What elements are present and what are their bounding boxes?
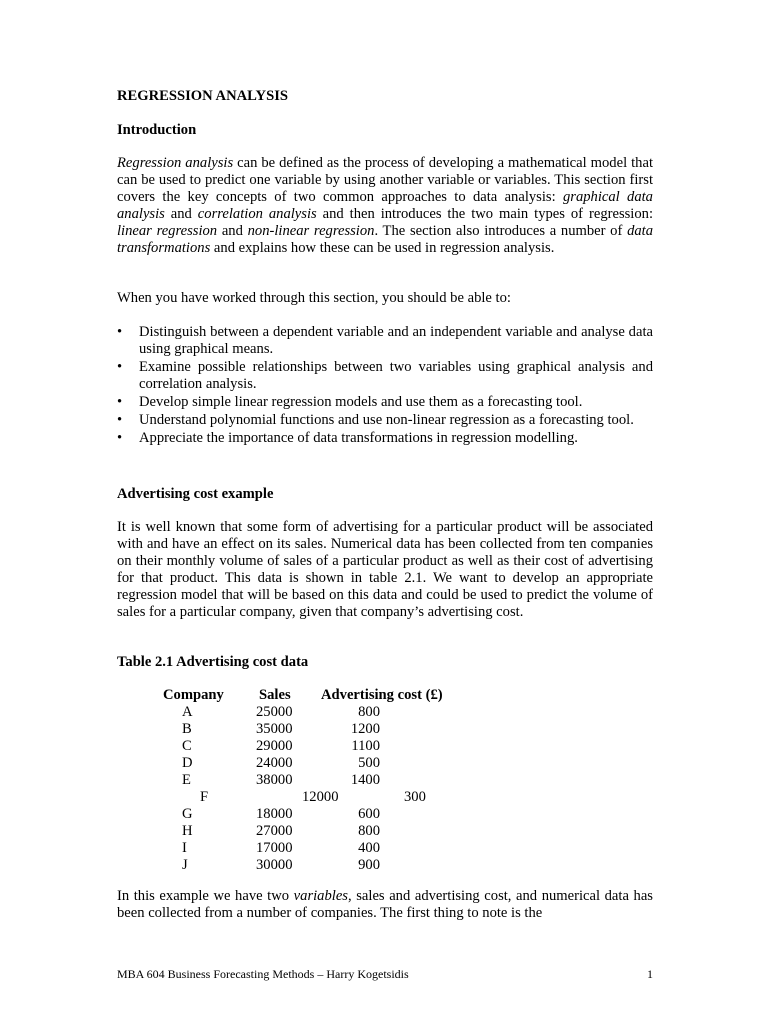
objective-item [117, 430, 653, 447]
objective-text: Examine possible relationships between two variables using graphical analysis and correlation analysis. [139, 359, 653, 392]
objectives-intro: When you have worked through this section, you should be able to: [117, 290, 511, 306]
table-cell-advertising-cost: 800 [358, 823, 380, 839]
table-cell-advertising-cost: 300 [404, 789, 426, 805]
intro-heading: Introduction [117, 122, 197, 138]
intro-text-segment: non-linear regression [247, 223, 375, 239]
objective-text: Develop simple linear regression models and use them as a forecasting tool. [139, 394, 583, 410]
table-cell-sales: 38000 [256, 772, 293, 788]
intro-text-segment: can be defined as the process of developing a mathematical model that can be used to predict one variable by using another variable or variables. This section first covers the key concepts of two common approaches to data analysis: [117, 155, 654, 205]
intro-paragraph [117, 155, 653, 257]
page-footer [117, 966, 653, 983]
intro-text-segment: and then introduces the two main types of regression: [316, 206, 654, 222]
table-cell-advertising-cost: 400 [358, 840, 380, 856]
objective-item [117, 412, 653, 429]
example-heading: Advertising cost example [117, 486, 274, 502]
page-number: 1 [647, 967, 653, 981]
footer-course-title: MBA 604 Business Forecasting Methods – Harry Kogetsidis [117, 967, 409, 981]
objective-text: Distinguish between a dependent variable and an independent variable and analyse data using graphical means. [139, 324, 653, 357]
table-cell-sales: 17000 [256, 840, 293, 856]
closing-text-segment: variables [293, 888, 348, 904]
closing-text-segment: In this example we have two [117, 888, 294, 904]
table-cell-sales: 30000 [256, 857, 293, 873]
table-cell-sales: 25000 [256, 704, 293, 720]
table-cell-company: F [200, 789, 209, 805]
table-cell-company: A [182, 704, 193, 720]
table-cell-company: H [182, 823, 193, 839]
example-paragraph: It is well known that some form of advertising for a particular product will be associated with and have an effect on its sales. Numerical data has been collected from ten companies on their monthly volume of sales of a particular product as well as their cost of advertising for that product. This data is shown in table 2.1. We want to develop an appropriate regression model that will be based on this data and could be used to predict the volume of sales for a particular company, given that company’s advertising cost. [117, 519, 653, 620]
table-cell-advertising-cost: 800 [358, 704, 380, 720]
table-cell-company: B [182, 721, 192, 737]
table-cell-advertising-cost: 600 [358, 806, 380, 822]
table-cell-sales: 29000 [256, 738, 293, 754]
table-cell-advertising-cost: 1200 [350, 721, 380, 737]
intro-text-segment: . The section also introduces a number of [374, 223, 628, 239]
table-cell-sales: 27000 [256, 823, 293, 839]
intro-text-segment: graphical data analysis [117, 189, 653, 222]
objective-item [117, 359, 653, 393]
table-header-company: Company [163, 687, 224, 703]
intro-text-segment: and [164, 206, 198, 222]
table-cell-advertising-cost: 1400 [350, 772, 380, 788]
table-header-advertising-cost: Advertising cost (£) [321, 687, 443, 703]
table-caption: Table 2.1 Advertising cost data [117, 654, 309, 670]
intro-text-segment: Regression analysis [117, 155, 234, 171]
table-cell-sales: 35000 [256, 721, 293, 737]
closing-text-segment: , sales and advertising cost, and numerical data has been collected from a number of companies. The first thing to note is the [117, 888, 653, 921]
bullet-icon: • [117, 412, 123, 428]
table-cell-company: D [182, 755, 193, 771]
bullet-icon: • [117, 324, 123, 340]
intro-text-segment: correlation analysis [197, 206, 317, 222]
table-cell-sales: 24000 [256, 755, 293, 771]
document-title: REGRESSION ANALYSIS [117, 88, 289, 104]
intro-text-segment: data transformations [117, 223, 654, 256]
objectives-list [117, 324, 653, 448]
intro-text-segment: and [217, 223, 248, 239]
table-cell-company: G [182, 806, 193, 822]
table-cell-company: C [182, 738, 192, 754]
table-cell-company: J [182, 857, 188, 873]
table-cell-advertising-cost: 500 [358, 755, 380, 771]
bullet-icon: • [117, 394, 123, 410]
objective-text: Understand polynomial functions and use non-linear regression as a forecasting tool. [139, 412, 634, 428]
bullet-icon: • [117, 430, 123, 446]
intro-text-segment: linear regression [117, 223, 218, 239]
closing-paragraph [117, 888, 653, 922]
table-cell-company: I [182, 840, 187, 856]
bullet-icon: • [117, 359, 123, 375]
objective-item [117, 394, 653, 411]
table-cell-advertising-cost: 900 [358, 857, 380, 873]
table-header-sales: Sales [259, 687, 291, 703]
table-cell-company: E [182, 772, 191, 788]
table-cell-advertising-cost: 1100 [351, 738, 380, 754]
table-cell-sales: 18000 [256, 806, 293, 822]
objective-item [117, 324, 653, 358]
objective-text: Appreciate the importance of data transformations in regression modelling. [139, 430, 578, 446]
intro-text-segment: and explains how these can be used in regression analysis. [210, 240, 555, 256]
table-cell-sales: 12000 [302, 789, 339, 805]
